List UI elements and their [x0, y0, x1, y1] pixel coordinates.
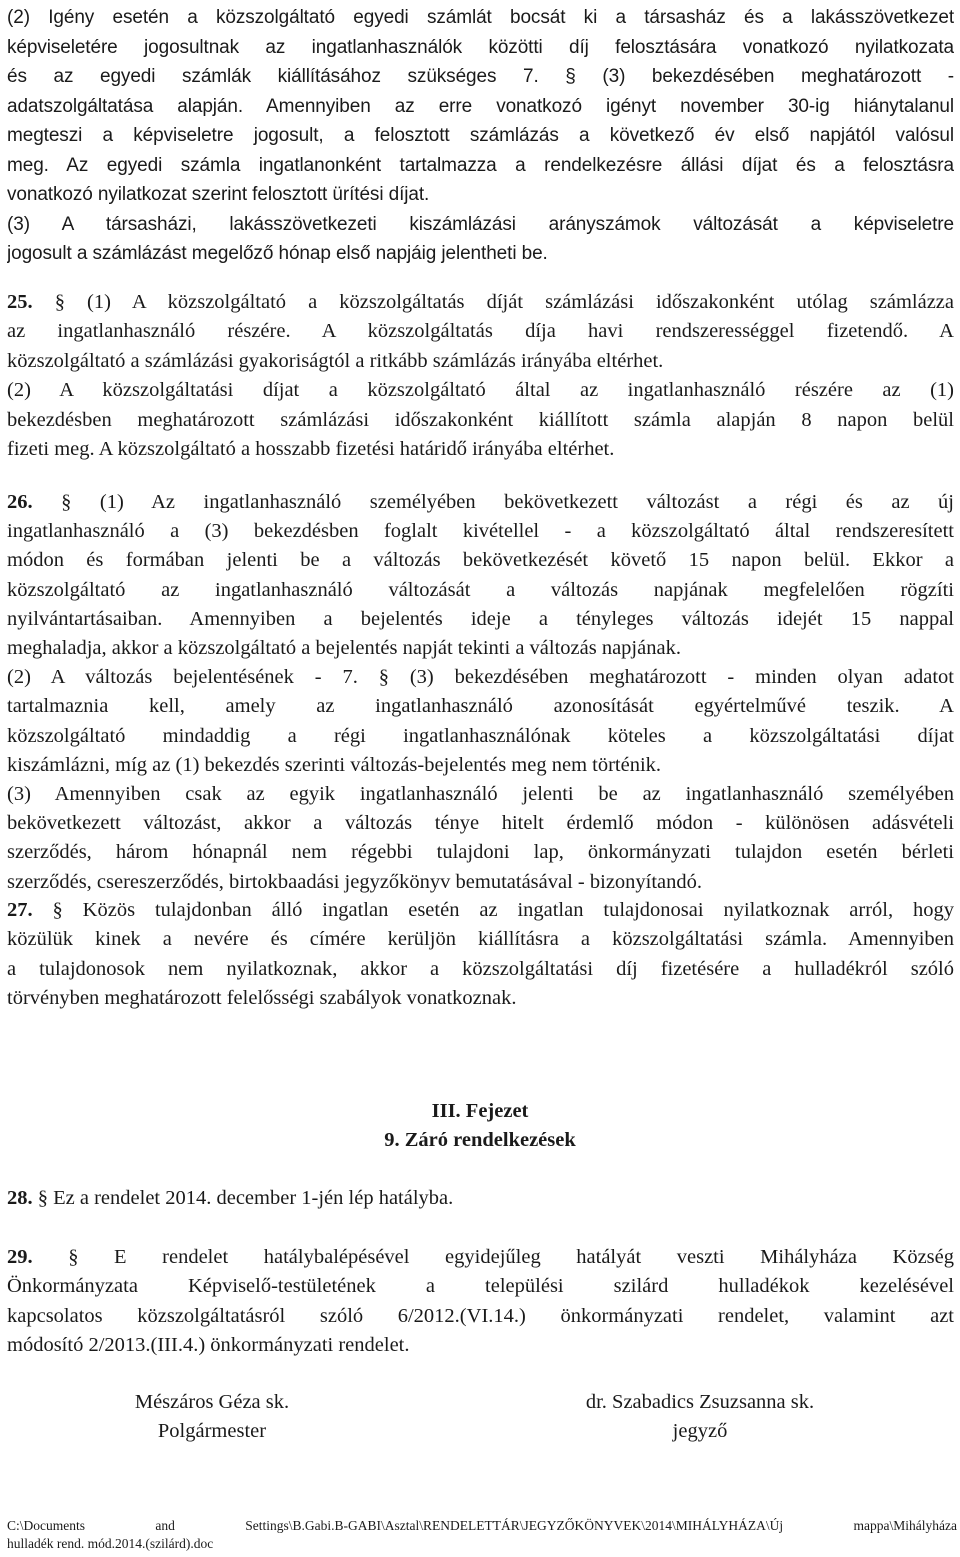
line-text: (2) A változás bejelentésének - 7. § (3) bekezdésében meghatározott - minden olyan adatot	[7, 666, 954, 689]
section-25-line	[7, 347, 954, 376]
section-27-line	[7, 984, 954, 1013]
line-text: jogosult a számlázást megelőző hónap első napjáig jelentheti be.	[7, 243, 548, 264]
line-text: az ingatlanhasználó részére. A közszolgáltatás díja havi rendszerességgel fizetendő. A	[7, 320, 954, 343]
section-25-line	[7, 288, 954, 317]
section-29-line	[7, 1272, 954, 1301]
section-26-line	[7, 722, 954, 751]
line-text: vonatkozó nyilatkozat szerint felosztott ürítési díjat.	[7, 184, 430, 205]
line-text: (3) Amennyiben csak az egyik ingatlanhasználó jelenti be az ingatlanhasználó személyében	[7, 783, 954, 805]
section-number: 27.	[7, 899, 33, 921]
section-26-line	[7, 663, 954, 692]
section-24-cont-line	[7, 33, 954, 62]
section-26-line	[7, 634, 954, 663]
line-text: és az egyedi számlák kiállításához szükséges 7. § (3) bekezdésében meghatározott -	[7, 66, 954, 87]
section-26-line	[7, 576, 954, 605]
line-text: módosító 2/2013.(III.4.) önkormányzati rendelet.	[7, 1333, 410, 1356]
line-text: nyilvántartásaiban. Amennyiben a bejelentés ideje a tényleges változás idejét 15 nappal	[7, 607, 954, 630]
section-24-cont-line	[7, 151, 954, 180]
section-25-line	[7, 376, 954, 405]
chapter-title: III. Fejezet	[431, 1100, 529, 1122]
line-text: § (1) A közszolgáltató a közszolgáltatás díját számlázási időszakonként utólag számlázza	[32, 291, 954, 313]
section-26-line	[7, 692, 954, 721]
section-26-line	[7, 838, 954, 867]
section-number: 25.	[7, 291, 33, 313]
line-text: közülük kinek a nevére és címére kerüljön kiállításra a közszolgáltatási számla. Amennyiben	[7, 928, 954, 951]
section-29-line	[7, 1331, 954, 1360]
section-25-line	[7, 406, 954, 435]
section-26-line	[7, 546, 954, 575]
line-text: kiszámlázni, míg az (1) bekezdés szerinti változás-bejelentés meg nem történik.	[7, 753, 662, 776]
line-text: szerződés, csereszerződés, birtokbaadási jegyzőkönyv bemutatásával - bizonyítandó.	[7, 870, 703, 893]
line-text: tartalmaznia kell, amely az ingatlanhasználó azonosítását egyértelművé teszik. A	[7, 695, 954, 718]
section-28-line	[7, 1184, 954, 1213]
section-24-cont-line	[7, 62, 954, 91]
line-text: közszolgáltató mindaddig a régi ingatlanhasználónak köteles a közszolgáltatási díjat	[7, 724, 954, 747]
section-26-line	[7, 868, 954, 897]
line-text: módon és formában jelenti be a változás bekövetkezését követő 15 napon belül. Ekkor a	[7, 549, 954, 572]
signature-left-title: Polgármester	[157, 1420, 267, 1442]
section-number: 28.	[7, 1187, 33, 1209]
line-text: § E rendelet hatálybalépésével egyidejűleg hatályát veszti Mihályháza Község	[32, 1246, 954, 1268]
section-24-cont-line	[7, 92, 954, 121]
line-text: ingatlanhasználó a (3) bekezdésben foglalt kivétellel - a közszolgáltató által rendszeresített	[7, 520, 954, 543]
line-text: bekövetkezett változást, akkor a változás ténye hitelt érdemlő módon - különösen adásvételi	[7, 812, 954, 835]
chapter-subtitle: 9. Záró rendelkezések	[384, 1129, 576, 1151]
line-text: képviseletére jogosultnak az ingatlanhasználók közötti díj felosztására vonatkozó nyilatkozata	[7, 36, 954, 58]
section-24-cont-line	[7, 3, 954, 32]
line-text: (3) A társasházi, lakásszövetkezeti kiszámlázási arányszámok változását a képviseletre	[7, 213, 954, 235]
line-text: szerződés, három hónapnál nem régebbi tulajdoni lap, önkormányzati tulajdon esetén bérleti	[7, 841, 954, 864]
section-24-cont-line	[7, 180, 954, 209]
section-26-line	[7, 488, 954, 517]
line-text: kapcsolatos közszolgáltatásról szóló 6/2012.(VI.14.) önkormányzati rendelet, valamint azt	[7, 1304, 954, 1327]
line-text: megteszi a képviseletre jogosult, a felosztott számlázás a következő év első napjától valósul	[7, 125, 954, 146]
section-24-cont-line	[7, 210, 954, 239]
line-text: bekezdésben meghatározott számlázási időszakonként kiállított számla alapján 8 napon belül	[7, 408, 954, 431]
line-text: meghaladja, akkor a közszolgáltató a bejelentés napját tekinti a változás napjának.	[7, 637, 681, 659]
section-27-line	[7, 955, 954, 984]
section-29-line	[7, 1243, 954, 1272]
line-text: törvényben meghatározott felelősségi szabályok vonatkoznak.	[7, 986, 517, 1009]
line-text: adatszolgáltatása alapján. Amennyiben az erre vonatkozó igényt november 30-ig hiánytalanul	[7, 95, 954, 117]
section-26-line	[7, 809, 954, 838]
footer-path: C:\Documents and Settings\B.Gabi.B-GABI\Asztal\RENDELETTÁR\JEGYZŐKÖNYVEK\2014\MIHÁLYHÁZA\Új mappa\Mihályháza	[7, 1518, 957, 1533]
line-text: Önkormányzata Képviselő-testületének a települési szilárd hulladékok kezelésével	[7, 1275, 954, 1298]
section-27-line	[7, 925, 954, 954]
footer-filename: hulladék rend. mód.2014.(szilárd).doc	[7, 1536, 214, 1551]
section-25-line	[7, 435, 954, 464]
line-text: (2) A közszolgáltatási díjat a közszolgáltató által az ingatlanhasználó részére az (1)	[7, 379, 954, 402]
line-text: (2) Igény esetén a közszolgáltató egyedi számlát bocsát ki a társasház és a lakásszövetkezet	[7, 7, 954, 28]
line-text: § (1) Az ingatlanhasználó személyében bekövetkezett változást a régi és az új	[32, 491, 954, 513]
line-text: § Közös tulajdonban álló ingatlan esetén az ingatlan tulajdonosai nyilatkoznak arról, hogy	[32, 899, 954, 921]
section-26-line	[7, 517, 954, 546]
line-text: közszolgáltató a számlázási gyakoriságtól a ritkább számlázás irányába eltérhet.	[7, 349, 664, 372]
signature-left-name: Mészáros Géza sk.	[134, 1391, 290, 1413]
line-text: a tulajdonosok nem nyilatkoznak, akkor a közszolgáltatási díj fizetésére a hulladékról szóló	[7, 957, 954, 980]
section-27-line	[7, 896, 954, 925]
section-number: 29.	[7, 1246, 33, 1268]
signature-right-title: jegyző	[672, 1420, 728, 1442]
section-29-line	[7, 1302, 954, 1331]
section-26-line	[7, 605, 954, 634]
signature-right-name: dr. Szabadics Zsuzsanna sk.	[585, 1391, 815, 1413]
line-text: meg. Az egyedi számla ingatlanonként tartalmazza a rendelkezésre állási díjat és a felosztásra	[7, 154, 954, 176]
line-text: § Ez a rendelet 2014. december 1-jén lép hatályba.	[32, 1187, 454, 1209]
section-24-cont-line	[7, 121, 954, 150]
section-24-cont-line	[7, 239, 954, 268]
line-text: fizeti meg. A közszolgáltató a hosszabb fizetési határidő irányába eltérhet.	[7, 438, 615, 460]
section-26-line	[7, 751, 954, 780]
section-25-line	[7, 317, 954, 346]
section-26-line	[7, 780, 954, 809]
section-number: 26.	[7, 491, 33, 513]
line-text: közszolgáltató az ingatlanhasználó változását a változás napjának megfelelően rögzíti	[7, 578, 954, 601]
